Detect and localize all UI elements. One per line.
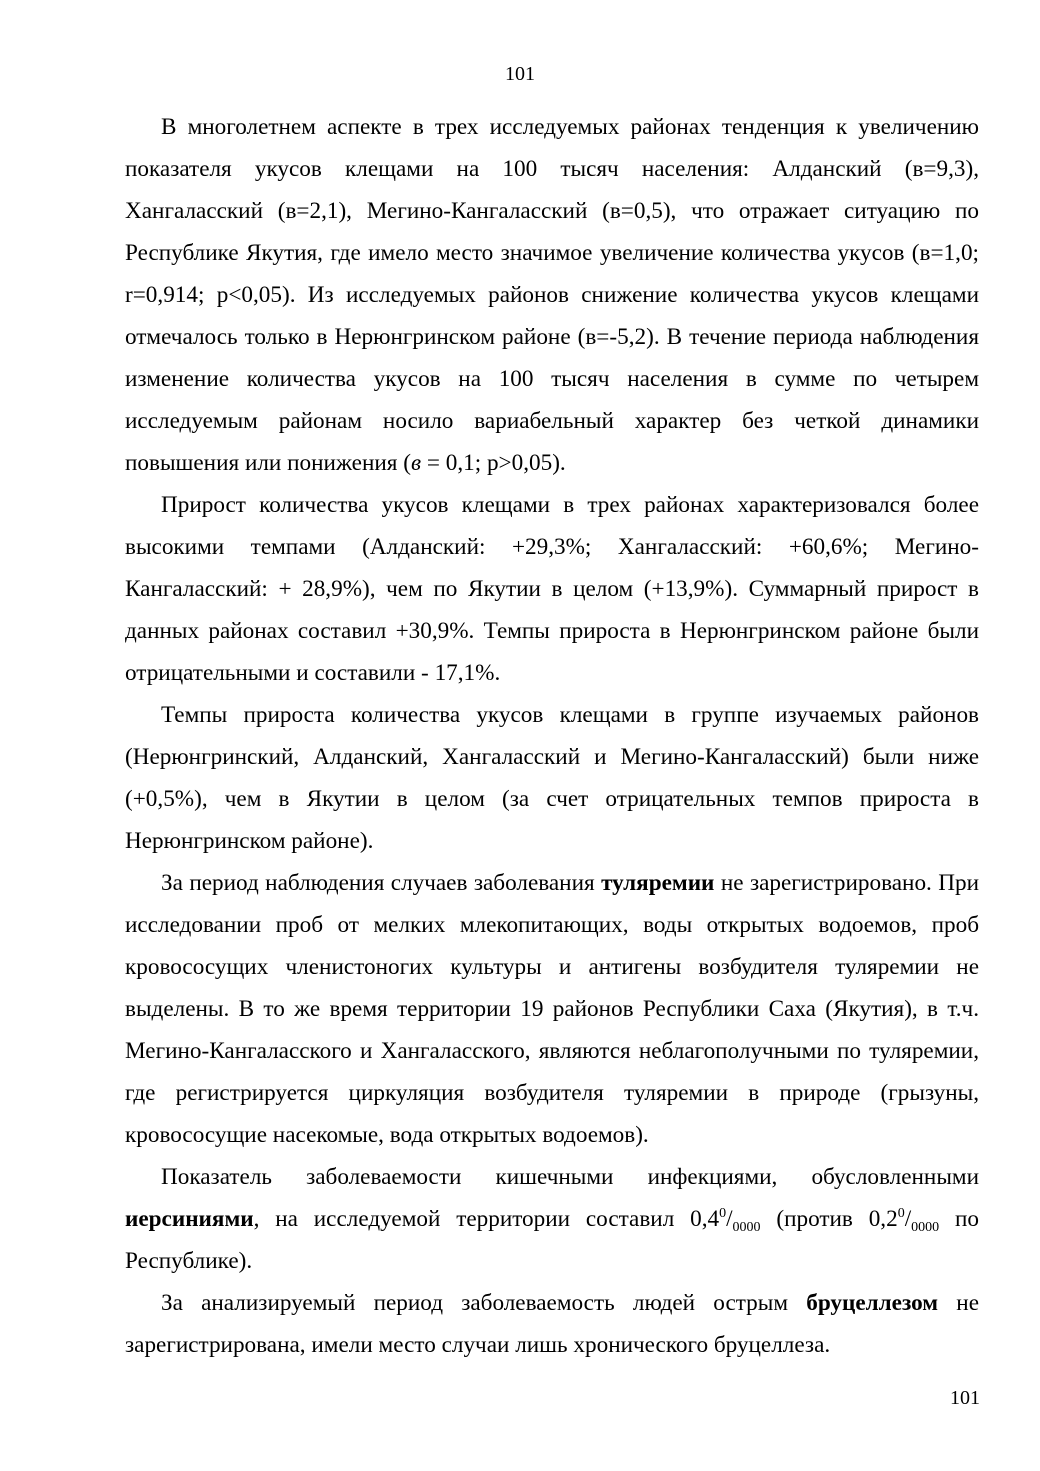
paragraph-1-end: = 0,1; p>0,05).	[421, 450, 566, 476]
paragraph-5-end: по Республике).	[125, 1206, 979, 1274]
rate-subscript-2: 0000	[911, 1220, 940, 1235]
paragraph-3: Темпы прироста количества укусов клещами в группе изучаемых районов (Нерюнгринский, Алданский, Хангаласский и Мегино-Кангаласский) были ниже (+0,5%), чем в Якутии в целом (за счет отрицательных темпов прироста в Нерюнгринском районе).	[125, 702, 979, 854]
page-number-bottom: 101	[950, 1387, 980, 1409]
rate-superscript-1: 0	[719, 1206, 727, 1221]
paragraph-5-start: Показатель заболеваемости кишечными инфекциями, обусловленными	[161, 1164, 979, 1190]
rate-superscript-2: 0	[897, 1206, 905, 1221]
page-number-top: 101	[505, 63, 535, 85]
term-yersinia: иерсиниями	[125, 1206, 254, 1232]
paragraph-4-rest: не зарегистрировано. При исследовании проб от мелких млекопитающих, воды открытых водоемов, проб кровососущих членистоногих культуры и антигены возбудителя туляремии не выделены. В то же время территории 19 районов Республики Саха (Якутия), в т.ч. Мегино-Кангаласского и Хангаласского, являются неблагополучными по туляремии, где регистрируется циркуляция возбудителя туляремии в природе (грызуны, кровососущие насекомые, вода открытых водоемов).	[125, 870, 979, 1148]
paragraph-1-text: В многолетнем аспекте в трех исследуемых районах тенденция к увеличению показателя укусов клещами на 100 тысяч населения: Алданский (в=9,3), Хангаласский (в=2,1), Мегино-Кангаласский (в=0,5), что отражает ситуацию по Республике Якутия, где имело место значимое увеличение количества укусов (в=1,0; r=0,914; p<0,05). Из исследуемых районов снижение количества укусов клещами отмечалось только в Нерюнгринском районе (в=-5,2). В течение периода наблюдения изменение количества укусов на 100 тысяч населения в сумме по четырем исследуемым районам носило вариабельный характер без четкой динамики повышения или понижения (	[125, 114, 979, 476]
rate-slash-2: /	[904, 1206, 912, 1232]
paragraph-1	[125, 106, 979, 484]
body-text	[125, 106, 979, 1366]
paragraph-5-compare: (против 0,2	[760, 1206, 898, 1232]
paragraph-6-start: За анализируемый период заболеваемость людей острым	[161, 1290, 807, 1316]
term-brucellosis: бруцеллезом	[806, 1290, 939, 1316]
paragraph-2: Прирост количества укусов клещами в трех районах характеризовался более высокими темпами (Алданский: +29,3%; Хангаласский: +60,6%; Мегино-Кангаласский: + 28,9%), чем по Якутии в целом (+13,9%). Суммарный прирост в данных районах составил +30,9%. Темпы прироста в Нерюнгринском районе были отрицательными и составили - 17,1%.	[125, 492, 979, 686]
term-tularemia: туляремии	[601, 870, 715, 896]
rate-slash-1: /	[726, 1206, 733, 1232]
paragraph-4-start: За период наблюдения случаев заболевания	[161, 870, 602, 896]
paragraph-6	[125, 1282, 979, 1366]
paragraph-1-italic: в	[410, 450, 422, 476]
paragraph-6-rest: не зарегистрирована, имели место случаи лишь хронического бруцеллеза.	[125, 1290, 979, 1358]
rate-subscript-1: 0000	[732, 1220, 761, 1235]
paragraph-5	[125, 1156, 979, 1282]
paragraph-4	[125, 862, 979, 1156]
paragraph-5-mid: , на исследуемой территории составил 0,4	[253, 1206, 720, 1232]
